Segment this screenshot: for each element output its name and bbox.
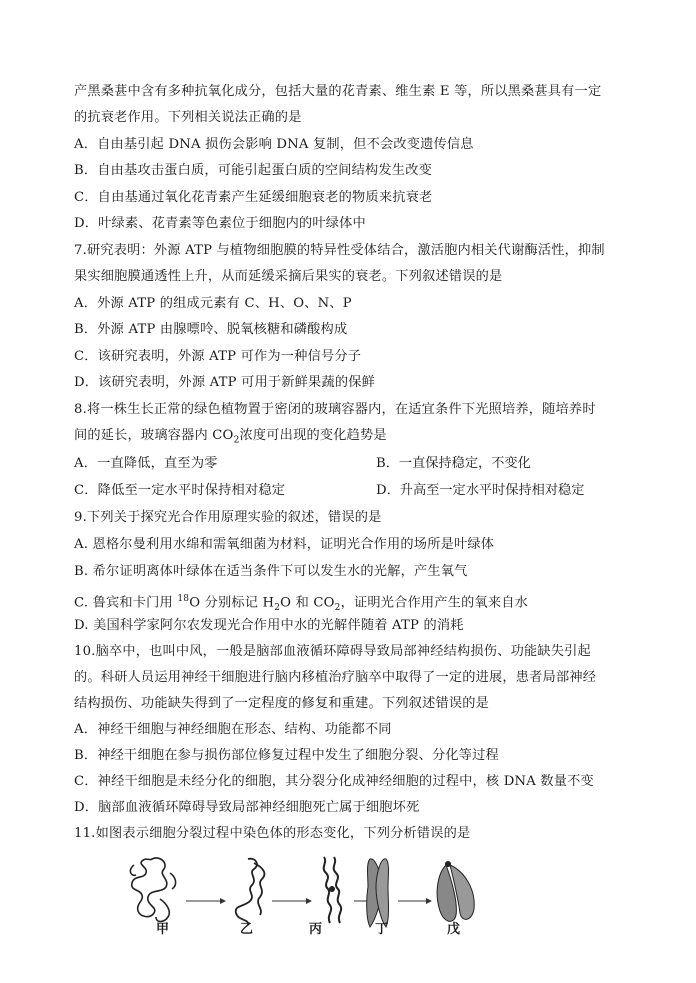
q6-option-c: C．自由基通过氧化花青素产生延缓细胞衰老的物质来抗衰老 (74, 190, 433, 205)
figure-label-yi: 乙 (240, 922, 254, 937)
q6-stem-line1: 产黑桑葚中含有多种抗氧化成分，包括大量的花青素、维生素 E 等，所以黑桑葚具有一定 (74, 84, 602, 99)
q11-stem: 11.如图表示细胞分裂过程中染色体的形态变化，下列分析错误的是 (74, 826, 471, 841)
q7-option-b: B．外源 ATP 由腺嘌呤、脱氧核糖和磷酸构成 (74, 322, 348, 337)
q9-option-b: B. 希尔证明离体叶绿体在适当条件下可以发生水的光解，产生氧气 (74, 564, 468, 579)
q9-c-post: ，证明光合作用产生的氧来自水 (340, 595, 529, 611)
q7-option-d: D．该研究表明，外源 ATP 可用于新鲜果蔬的保鲜 (74, 375, 375, 390)
figure-label-wu: 戊 (447, 922, 461, 937)
q6-stem-line2: 的抗衰老作用。下列相关说法正确的是 (74, 110, 302, 125)
centromere-bing (329, 886, 335, 892)
q10-option-c: C．神经干细胞是未经分化的细胞，其分裂分化成神经细胞的过程中，核 DNA 数量不变 (74, 774, 594, 789)
q9-c-mid1: O 分别标记 H (189, 595, 275, 611)
q9-option-a: A. 恩格尔曼利用水绵和需氧细菌为材料，证明光合作用的场所是叶绿体 (74, 537, 495, 552)
q10-option-b: B．神经干细胞在参与损伤部位修复过程中发生了细胞分裂、分化等过程 (74, 748, 499, 763)
figure-label-jia: 甲 (156, 922, 170, 937)
chromatin-thread-jia (132, 858, 170, 922)
q8-stem-line1: 8.将一株生长正常的绿色植物置于密闭的玻璃容器内，在适宜条件下光照培养，随培养时 (74, 402, 596, 417)
q9-stem: 9.下列关于探究光合作用原理实验的叙述，错误的是 (74, 510, 382, 525)
q8-stem-line2 (74, 426, 387, 451)
chromatin-thread-jia-2 (130, 865, 175, 889)
q10-option-d: D．脑部血液循环障碍导致局部神经细胞死亡属于细胞坏死 (74, 800, 420, 815)
chromatin-thread-yi-2 (254, 863, 264, 915)
centromere-wu (445, 861, 451, 867)
q10-stem-line1: 10.脑卒中，也叫中风，一般是脑部血液循环障碍导致局部神经结构损伤、功能缺失引起 (74, 644, 591, 659)
q8-option-d: D．升高至一定水平时保持相对稳定 (376, 483, 585, 498)
figure-label-bing: 丙 (309, 922, 323, 937)
q6-option-b: B．自由基攻击蛋白质，可能引起蛋白质的空间结构发生改变 (74, 163, 432, 178)
q10-stem-line2: 的。科研人员运用神经干细胞进行脑内移植治疗脑卒中取得了一定的进展，患者局部神经 (74, 670, 597, 685)
q8-option-a: A．一直降低，直至为零 (74, 456, 218, 471)
q8-option-c: C．降低至一定水平时保持相对稳定 (74, 483, 286, 498)
arrow-4-head (426, 898, 432, 904)
q9-c-isotope: 18 (177, 594, 190, 604)
q8-stem-line2-pre: 间的延长，玻璃容器内 CO (74, 428, 234, 443)
q7-option-c: C．该研究表明，外源 ATP 可作为一种信号分子 (74, 349, 362, 364)
q9-option-d: D. 美国科学家阿尔农发现光合作用中水的光解伴随着 ATP 的消耗 (74, 618, 464, 633)
q10-option-a: A．神经干细胞与神经细胞在形态、结构、功能都不同 (74, 722, 392, 737)
q6-option-a: A．自由基引起 DNA 损伤会影响 DNA 复制，但不会改变遗传信息 (74, 137, 474, 152)
q9-c-sub1: 2 (274, 603, 281, 614)
q7-stem-line1: 7.研究表明：外源 ATP 与植物细胞膜的特异性受体结合，激活胞内相关代谢酶活性，抑制 (74, 243, 605, 258)
q7-option-a: A．外源 ATP 的组成元素有 C、H、O、N、P (74, 296, 352, 311)
q9-c-sub2: 2 (334, 603, 341, 614)
q7-stem-line2: 果实细胞膜通透性上升，从而延缓采摘后果实的衰老。下列叙述错误的是 (74, 269, 503, 284)
arrow-1-head (220, 898, 226, 904)
q9-c-mid2: O 和 CO (280, 595, 335, 611)
figure-label-ding: 丁 (375, 922, 389, 937)
q8-stem-line2-post: 浓度可出现的变化趋势是 (239, 428, 387, 443)
q6-option-d: D．叶绿素、花青素等色素位于细胞内的叶绿体中 (74, 216, 366, 231)
q8-co2-subscript: 2 (233, 435, 240, 446)
q10-stem-line3: 结构损伤、功能缺失得到了一定程度的修复和重建。下列叙述错误的是 (74, 696, 490, 711)
q9-option-c (74, 589, 528, 618)
arrow-2-head (306, 898, 312, 904)
chromatin-thread-yi (236, 859, 257, 925)
q8-option-b: B．一直保持稳定，不变化 (376, 456, 531, 471)
q9-c-pre: C. 鲁宾和卡门用 (74, 595, 178, 611)
chromosome-diagram (120, 838, 590, 948)
